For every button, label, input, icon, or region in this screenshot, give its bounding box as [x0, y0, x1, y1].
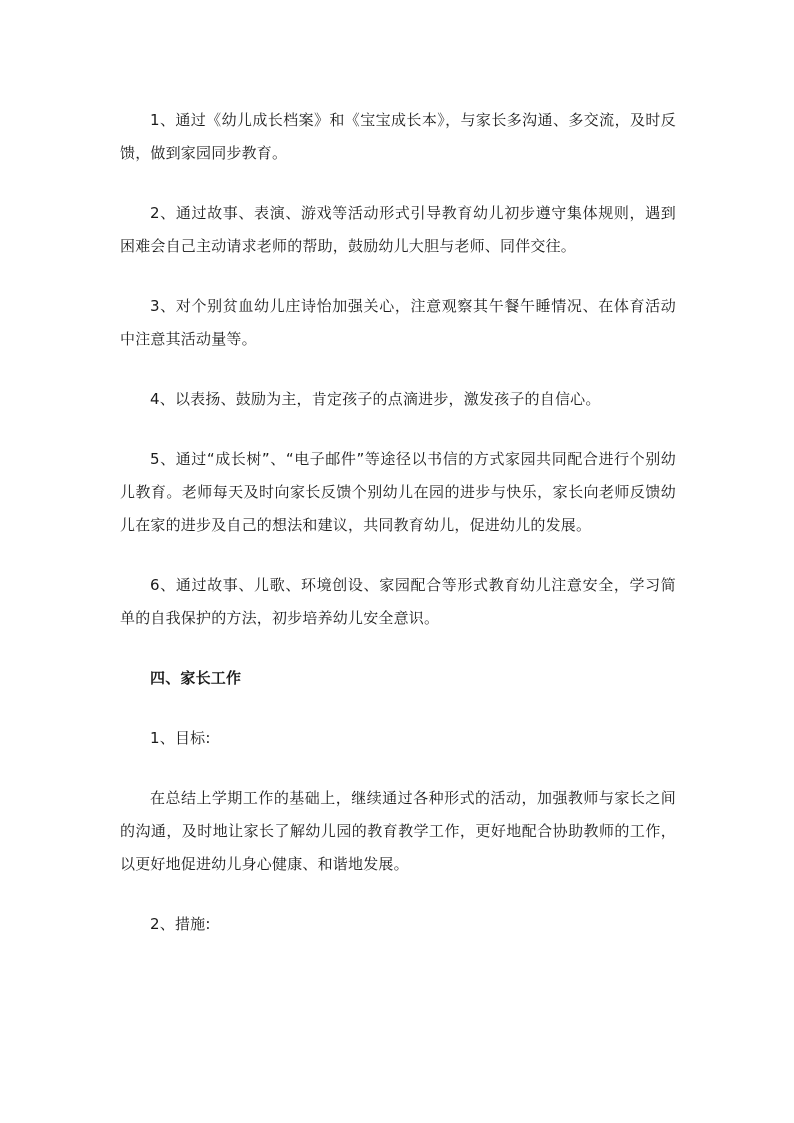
paragraph-item-3: 3、对个别贫血幼儿庄诗怡加强关心，注意观察其午餐午睡情况、在体育活动中注意其活动量等。	[120, 297, 676, 348]
measures-label: 2、措施:	[150, 915, 211, 933]
paragraph-item-2: 2、通过故事、表演、游戏等活动形式引导教育幼儿初步遵守集体规则，遇到困难会自己主动请求老师的帮助，鼓励幼儿大胆与老师、同伴交往。	[120, 204, 676, 255]
goal-text: 在总结上学期工作的基础上，继续通过各种形式的活动，加强教师与家长之间的沟通，及时地让家长了解幼儿园的教育教学工作，更好地配合协助教师的工作，以更好地促进幼儿身心健康、和谐地发展。	[120, 789, 676, 873]
paragraph-item-1: 1、通过《幼儿成长档案》和《宝宝成长本》，与家长多沟通、多交流，及时反馈，做到家园同步教育。	[120, 111, 676, 162]
goal-label: 1、目标:	[150, 729, 211, 747]
section-heading: 四、家长工作	[150, 669, 242, 687]
paragraph-item-4: 4、以表扬、鼓励为主，肯定孩子的点滴进步，激发孩子的自信心。	[150, 390, 601, 408]
document-body	[120, 104, 676, 941]
paragraph-item-5: 5、通过“成长树”、“电子邮件”等途径以书信的方式家园共同配合进行个别幼儿教育。老师每天及时向家长反馈个别幼儿在园的进步与快乐，家长向老师反馈幼儿在家的进步及自己的想法和建议，共同教育幼儿，促进幼儿的发展。	[120, 450, 676, 534]
paragraph-item-6: 6、通过故事、儿歌、环境创设、家园配合等形式教育幼儿注意安全，学习简单的自我保护的方法，初步培养幼儿安全意识。	[120, 576, 676, 627]
